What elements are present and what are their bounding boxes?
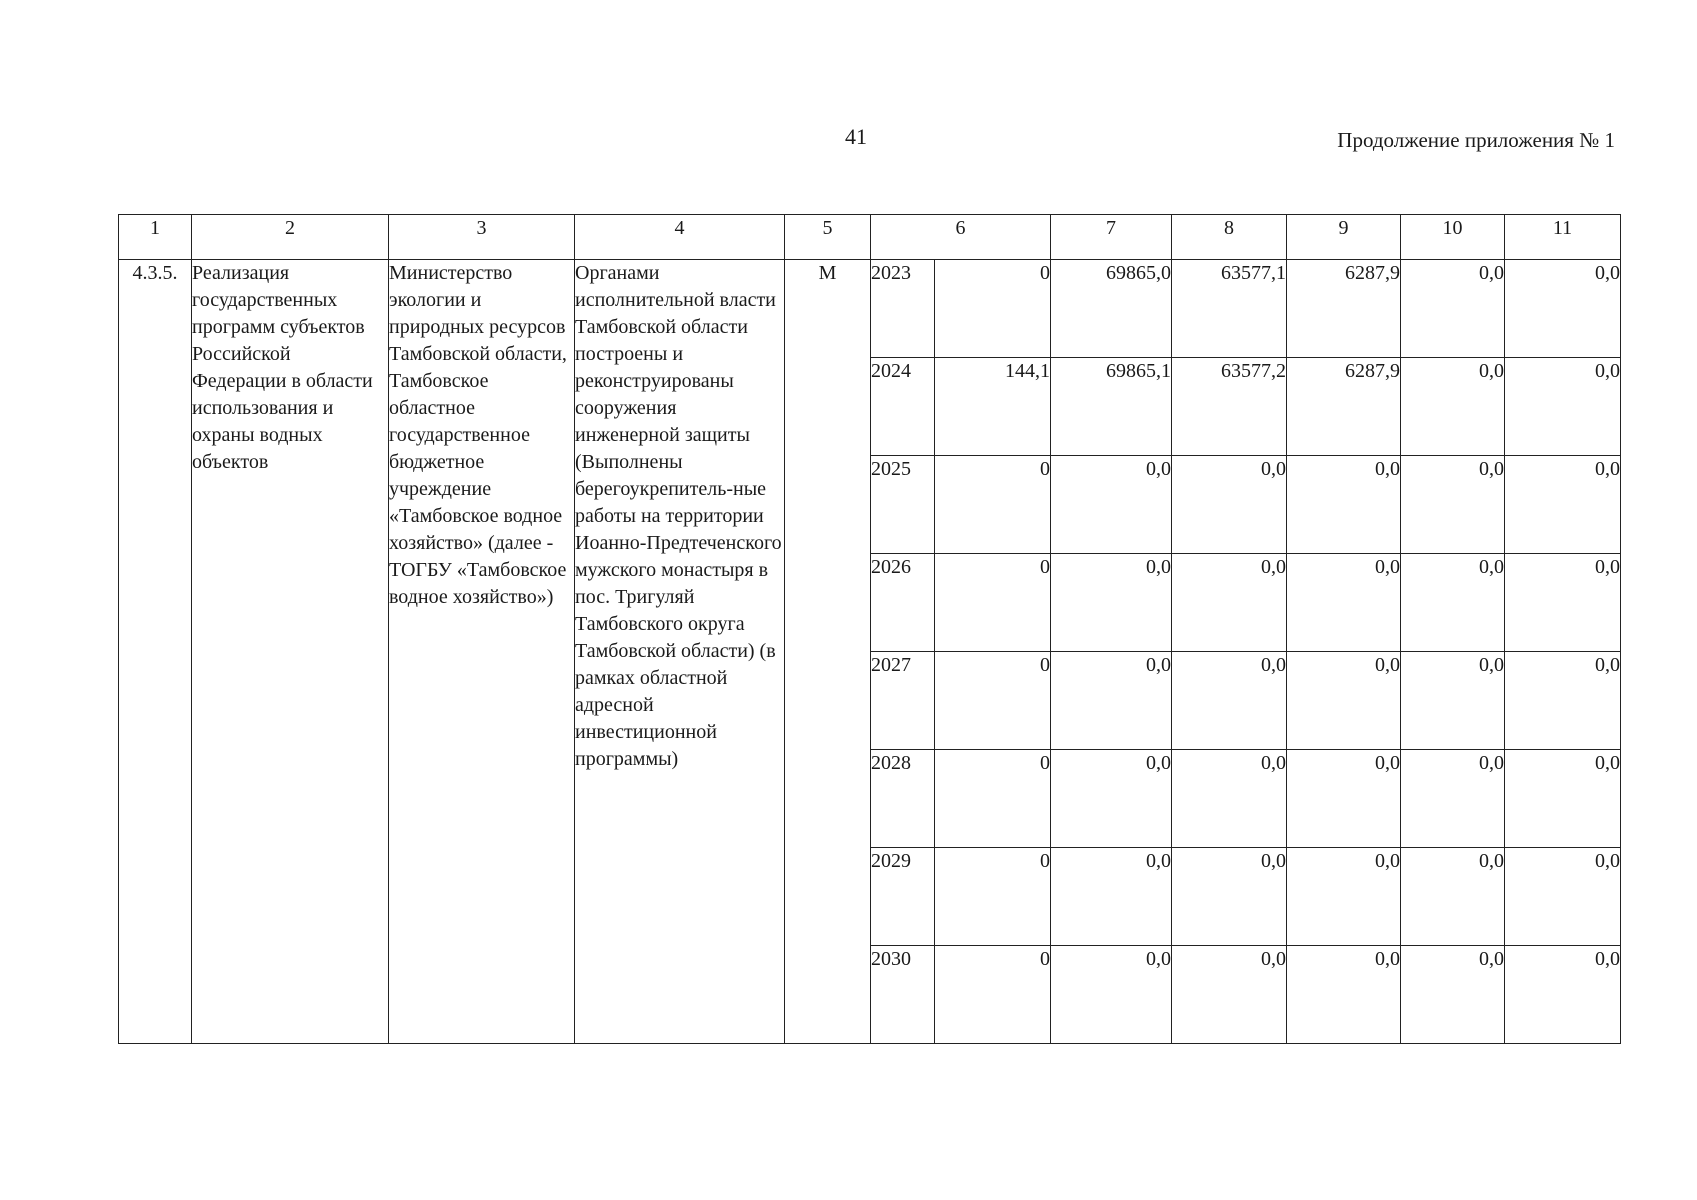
program-table	[118, 214, 1621, 1044]
column-number: 8	[1172, 215, 1287, 260]
value-cell: 0,0	[1401, 652, 1505, 750]
value-cell: 0,0	[1051, 848, 1172, 946]
value-cell: 63577,2	[1172, 358, 1287, 456]
value-cell: 0,0	[1287, 750, 1401, 848]
value-cell: 0,0	[1401, 750, 1505, 848]
value-cell: 0,0	[1172, 946, 1287, 1044]
value-cell: 0	[935, 456, 1051, 554]
value-cell: 0,0	[1051, 946, 1172, 1044]
column-number: 7	[1051, 215, 1172, 260]
value-cell: 0,0	[1505, 946, 1621, 1044]
value-cell: 0,0	[1172, 554, 1287, 652]
value-cell: 0	[935, 260, 1051, 358]
value-cell: 0,0	[1172, 848, 1287, 946]
value-cell: 0	[935, 554, 1051, 652]
value-cell: 63577,1	[1172, 260, 1287, 358]
value-cell: 0,0	[1051, 750, 1172, 848]
value-cell: 0,0	[1505, 358, 1621, 456]
year-cell: 2029	[871, 848, 935, 946]
value-cell: 0,0	[1505, 554, 1621, 652]
value-cell: 0,0	[1287, 946, 1401, 1044]
value-cell: 0,0	[1401, 260, 1505, 358]
column-number: 3	[389, 215, 575, 260]
executor: Министерство экологии и природных ресурсов Тамбовской области, Тамбовское областное государственное бюджетное учреждение «Тамбовское водное хозяйство» (далее - ТОГБУ «Тамбовское водное хозяйство»)	[389, 260, 575, 1044]
value-cell: 0,0	[1401, 358, 1505, 456]
value-cell: 0	[935, 750, 1051, 848]
activity-name: Реализация государственных программ субъектов Российской Федерации в области использования и охраны водных объектов	[192, 260, 389, 1044]
column-number: 2	[192, 215, 389, 260]
year-cell: 2025	[871, 456, 935, 554]
column-number: 10	[1401, 215, 1505, 260]
value-cell: 0,0	[1287, 652, 1401, 750]
row-number: 4.3.5.	[119, 260, 192, 1044]
mark: М	[785, 260, 871, 1044]
column-number-row	[119, 215, 1621, 260]
value-cell: 6287,9	[1287, 260, 1401, 358]
value-cell: 0,0	[1401, 946, 1505, 1044]
value-cell: 0,0	[1172, 750, 1287, 848]
year-cell: 2027	[871, 652, 935, 750]
year-cell: 2023	[871, 260, 935, 358]
value-cell: 0,0	[1287, 456, 1401, 554]
value-cell: 0,0	[1287, 554, 1401, 652]
value-cell: 0	[935, 848, 1051, 946]
page-number: 41	[845, 124, 867, 149]
year-cell: 2030	[871, 946, 935, 1044]
value-cell: 0,0	[1505, 652, 1621, 750]
year-cell: 2028	[871, 750, 935, 848]
column-number: 6	[871, 215, 1051, 260]
value-cell: 0,0	[1505, 260, 1621, 358]
value-cell: 69865,1	[1051, 358, 1172, 456]
value-cell: 0,0	[1505, 848, 1621, 946]
value-cell: 0	[935, 946, 1051, 1044]
value-cell: 0,0	[1401, 554, 1505, 652]
value-cell: 0,0	[1401, 456, 1505, 554]
value-cell: 0,0	[1051, 652, 1172, 750]
value-cell: 144,1	[935, 358, 1051, 456]
year-cell: 2026	[871, 554, 935, 652]
column-number: 4	[575, 215, 785, 260]
column-number: 1	[119, 215, 192, 260]
value-cell: 6287,9	[1287, 358, 1401, 456]
column-number: 9	[1287, 215, 1401, 260]
appendix-note: Продолжение приложения № 1	[1337, 128, 1615, 152]
value-cell: 0,0	[1172, 456, 1287, 554]
value-cell: 0	[935, 652, 1051, 750]
table-row	[119, 260, 1621, 358]
value-cell: 69865,0	[1051, 260, 1172, 358]
value-cell: 0,0	[1505, 750, 1621, 848]
column-number: 11	[1505, 215, 1621, 260]
value-cell: 0,0	[1051, 456, 1172, 554]
value-cell: 0,0	[1505, 456, 1621, 554]
value-cell: 0,0	[1287, 848, 1401, 946]
value-cell: 0,0	[1051, 554, 1172, 652]
value-cell: 0,0	[1401, 848, 1505, 946]
column-number: 5	[785, 215, 871, 260]
value-cell: 0,0	[1172, 652, 1287, 750]
expected-result: Органами исполнительной власти Тамбовской области построены и реконструированы сооружения инженерной защиты (Выполнены берегоукрепитель-ные работы на территории Иоанно-Предтеченского мужского монастыря в пос. Тригуляй Тамбовского округа Тамбовской области) (в рамках областной адресной инвестиционной программы)	[575, 260, 785, 1044]
year-cell: 2024	[871, 358, 935, 456]
